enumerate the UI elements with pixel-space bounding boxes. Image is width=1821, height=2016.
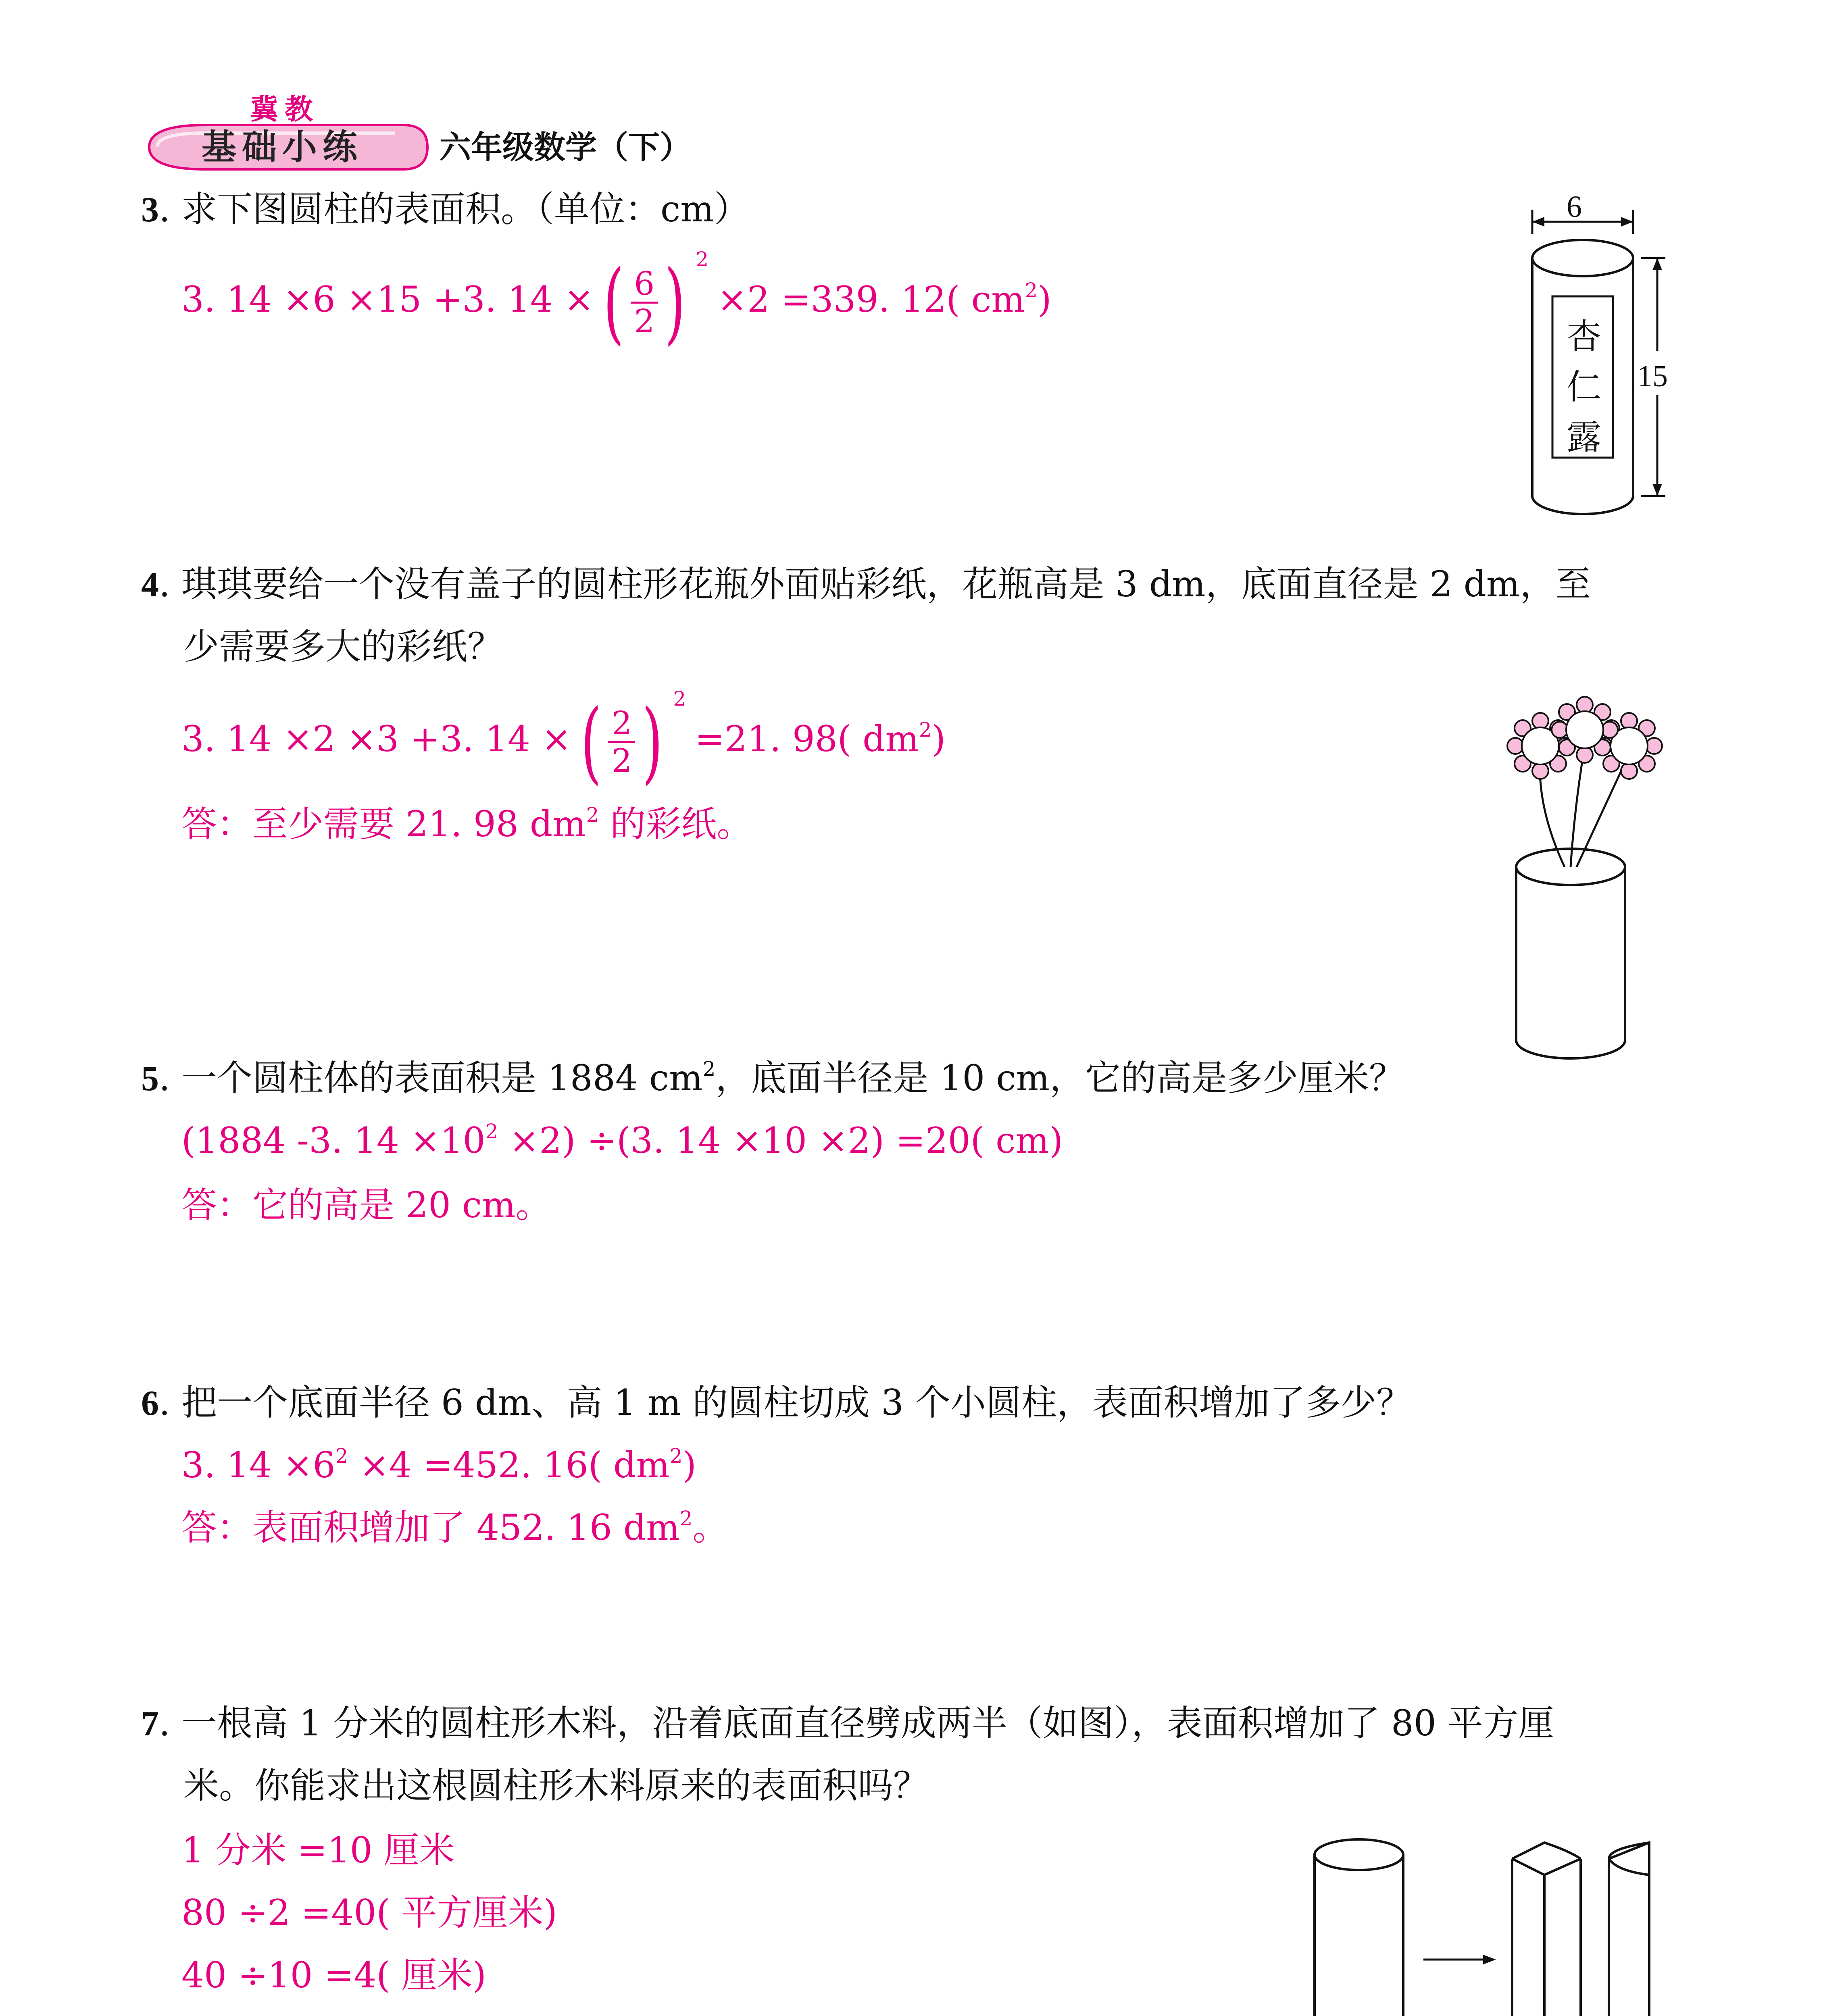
q5-question [141, 1054, 1404, 1103]
q4-answer [181, 800, 752, 848]
q3-solution-part1: 3. 14 ×6 ×15 +3. 14 × [181, 278, 594, 320]
q7-step2: 80 ÷2 =40( 平方厘米) [181, 1892, 557, 1933]
q7-step3: 40 ÷10 =4( 厘米) [181, 1954, 486, 1996]
q4-frac-num: 2 [608, 706, 635, 743]
q5-solution-pre: (1884 -3. 14 ×10 [181, 1120, 485, 1161]
q3-text: . 求下图圆柱的表面积。（单位：cm） [159, 188, 750, 230]
q4-fraction: ( $\frac{2}{2}$ ) 2 [574, 698, 670, 786]
q3-frac-num: 6 [631, 266, 658, 304]
q3-solution [181, 248, 1052, 354]
q7-split-cylinder-figure [1302, 1826, 1746, 2016]
q4-unit-exp: 2 [919, 718, 932, 741]
q6-answer-exp: 2 [679, 1507, 693, 1530]
q6-solution-exp2: 2 [669, 1444, 683, 1468]
q4-number: 4 [141, 565, 159, 604]
q7-question-line2: 米。你能求出这根圆柱形木料原来的表面积吗？ [183, 1765, 929, 1806]
q3-frac-exp: 2 [696, 248, 709, 271]
q6-solution [181, 1441, 696, 1489]
q3-cylinder-figure [1492, 190, 1734, 528]
q3-figure-label-3: 露 [1567, 417, 1601, 458]
q3-figure-height: 15 [1637, 359, 1668, 393]
q6-answer-pre: 答：表面积增加了 452. 16 dm [181, 1507, 680, 1548]
q6-question [141, 1379, 1412, 1428]
q4-question-line2: 少需要多大的彩纸？ [183, 626, 503, 667]
q7-text-line1: . 一根高 1 分米的圆柱形木料，沿着底面直径劈成两半（如图），表面积增加了 80 平方厘 [159, 1702, 1554, 1744]
q7-question-line1 [141, 1699, 1554, 1748]
q5-text-exp: 2 [702, 1057, 716, 1081]
q4-text-line1: . 琪琪要给一个没有盖子的圆柱形花瓶外面贴彩纸，花瓶高是 3 dm，底面直径是 2 dm，至 [159, 563, 1591, 605]
q6-solution-exp: 2 [335, 1444, 348, 1468]
q5-answer: 答：它的高是 20 cm。 [181, 1184, 551, 1226]
q4-vase-figure [1472, 685, 1714, 1089]
q6-solution-pre: 3. 14 ×6 [181, 1444, 335, 1486]
q3-solution-part2: ×2 =339. 12( cm [717, 278, 1025, 320]
q3-solution-close: ) [1038, 278, 1052, 320]
q4-answer-exp: 2 [586, 803, 599, 827]
q3-question [141, 185, 750, 234]
q5-text-pre: . 一个圆柱体的表面积是 1884 cm [159, 1057, 703, 1099]
q7-step1: 1 分米 =10 厘米 [181, 1829, 455, 1871]
q5-solution [181, 1117, 1063, 1165]
q3-figure-label-1: 杏 [1567, 317, 1601, 357]
q6-answer [181, 1504, 728, 1552]
q3-frac-den: 2 [634, 302, 655, 340]
q5-solution-exp: 2 [485, 1120, 498, 1143]
q4-frac-den: 2 [611, 741, 632, 779]
q3-number: 3 [141, 190, 159, 229]
q5-text-post: ，底面半径是 10 cm，它的高是多少厘米？ [715, 1057, 1405, 1099]
q6-answer-post: 。 [692, 1507, 728, 1548]
q3-unit-exp: 2 [1025, 278, 1038, 302]
q4-solution-close: ) [931, 718, 946, 760]
publisher-label: 冀教 [250, 93, 319, 126]
q4-frac-exp: 2 [673, 687, 686, 710]
subject-title: 六年级数学（下） [440, 129, 692, 166]
q7-number: 7 [141, 1704, 159, 1743]
q5-number: 5 [141, 1059, 159, 1098]
q6-text: . 把一个底面半径 6 dm、高 1 m 的圆柱切成 3 个小圆柱，表面积增加了多少？ [159, 1382, 1412, 1423]
q4-solution [181, 687, 946, 793]
brand-title: 基础小练 [202, 127, 363, 167]
q4-answer-pre: 答：至少需要 21. 98 dm [181, 803, 586, 845]
q3-figure-width: 6 [1567, 190, 1582, 224]
q6-solution-mid: ×4 =452. 16( dm [348, 1444, 670, 1486]
q4-question-line1 [141, 560, 1591, 609]
q4-solution-part2: =21. 98( dm [695, 718, 919, 760]
q4-answer-post: 的彩纸。 [599, 803, 752, 845]
q6-number: 6 [141, 1384, 159, 1423]
q3-fraction: ( $\frac{6}{2}$ ) 2 [596, 258, 693, 347]
q5-solution-post: ×2) ÷(3. 14 ×10 ×2) =20( cm) [498, 1120, 1063, 1161]
q4-solution-part1: 3. 14 ×2 ×3 +3. 14 × [181, 718, 571, 760]
q3-figure-label-2: 仁 [1567, 367, 1601, 407]
q6-solution-close: ) [682, 1444, 696, 1486]
